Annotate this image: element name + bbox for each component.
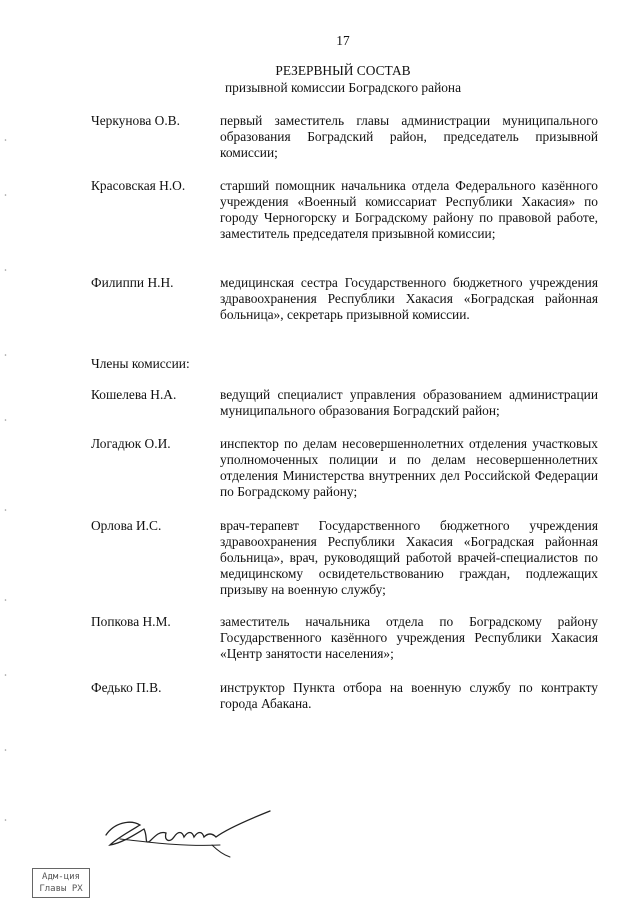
page-number: 17 [336, 33, 350, 48]
signature [100, 805, 280, 861]
person-role: врач-терапевт Государственного бюджетного учреждения здравоохранения Республики Хакасия «Боградская районная больница», врач, руководящий работой врачей-специалистов по медицинскому освидетельствованию граждан, подлежащих призыву на военную службу; [220, 518, 598, 597]
scan-margin-dots [4, 100, 7, 860]
official-stamp [32, 868, 90, 898]
leader-entry [91, 178, 598, 242]
person-role: старший помощник начальника отдела Федерального казённого учреждения «Военный комиссариат Республики Хакасия» по городу Черногорску и Боградскому району по правовой работе, заместитель председателя призывной комиссии; [220, 178, 598, 241]
members-section-label: Члены комиссии: [91, 356, 190, 371]
member-entry [91, 614, 598, 662]
document-subtitle: призывной комиссии Боградского района [224, 80, 462, 95]
document-title: РЕЗЕРВНЫЙ СОСТАВ [275, 63, 411, 78]
stamp-line: Главы РХ [39, 884, 83, 894]
person-role: медицинская сестра Государственного бюджетного учреждения здравоохранения Республики Хакасия «Боградская районная больница», секретарь призывной комиссии. [220, 275, 598, 322]
person-name: Попкова Н.М. [91, 614, 171, 629]
member-entry [91, 436, 598, 500]
person-role: инспектор по делам несовершеннолетних отделения участковых уполномоченных полиции и по делам несовершеннолетних отделения Министерства внутренних дел Российской Федерации по Боградскому району; [220, 436, 598, 499]
person-name: Черкунова О.В. [91, 113, 180, 128]
person-role: заместитель начальника отдела по Боградскому району Государственного казённого учреждения Республики Хакасия «Центр занятости населения»; [220, 614, 598, 661]
person-name: Филиппи Н.Н. [91, 275, 174, 290]
person-role: ведущий специалист управления образованием администрации муниципального образования Боградский район; [220, 387, 598, 418]
person-name: Орлова И.С. [91, 518, 162, 533]
person-name: Федько П.В. [91, 680, 162, 695]
person-role: первый заместитель главы администрации муниципального образования Боградский район, председатель призывной комиссии; [220, 113, 598, 160]
person-role: инструктор Пункта отбора на военную службу по контракту города Абакана. [220, 680, 598, 711]
person-name: Кошелева Н.А. [91, 387, 177, 402]
leader-entry [91, 113, 598, 161]
member-entry [91, 518, 598, 598]
person-name: Красовская Н.О. [91, 178, 186, 193]
member-entry [91, 680, 598, 712]
stamp-line: Адм-ция [42, 872, 80, 882]
leader-entry [91, 275, 598, 323]
member-entry [91, 387, 598, 419]
person-name: Логадюк О.И. [91, 436, 171, 451]
